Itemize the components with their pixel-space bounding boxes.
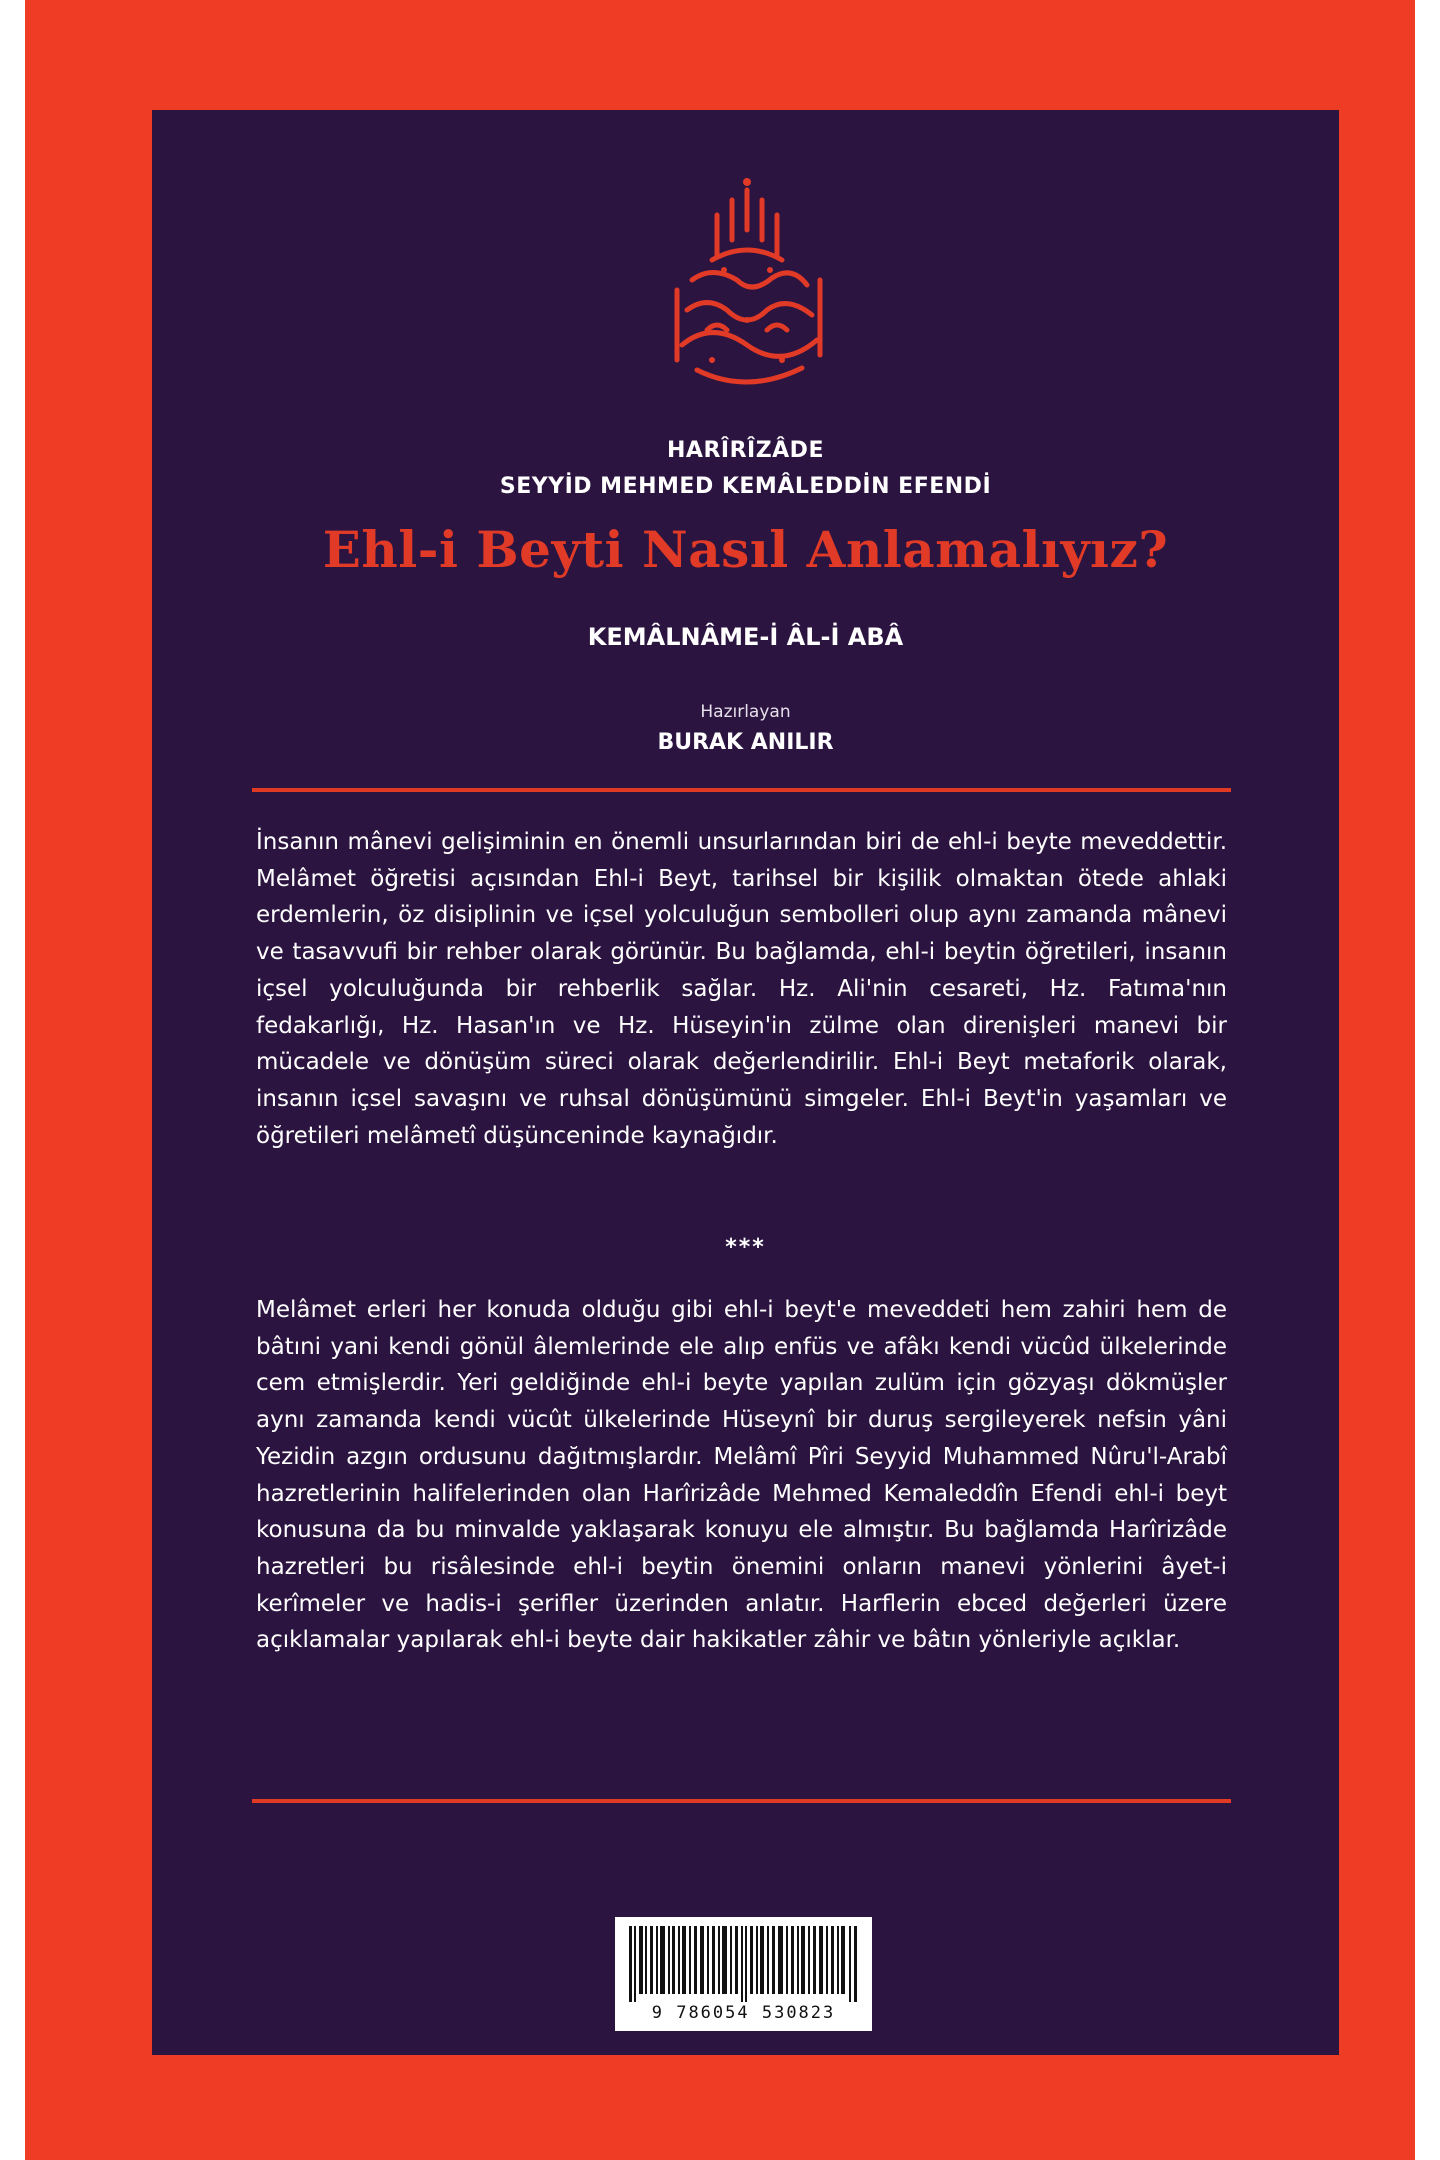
bottom-divider bbox=[252, 1799, 1231, 1803]
isbn-digits: 9 786054 530823 bbox=[651, 2003, 836, 2023]
author-prefix: HARÎRÎZÂDE bbox=[667, 438, 824, 463]
calligraphy-emblem-icon bbox=[652, 170, 842, 400]
book-title: Ehl-i Beyti Nasıl Anlamalıyız? bbox=[322, 520, 1169, 579]
isbn-barcode bbox=[615, 1917, 872, 2031]
book-back-cover bbox=[152, 110, 1339, 2055]
preparer-label: Hazırlayan bbox=[700, 702, 791, 722]
blurb-paragraph-1: İnsanın mânevi gelişiminin en önemli unsurlarından biri de ehl-i beyte meveddettir. Melâmet öğretisi açısından Ehl-i Beyt, tarihsel bir kişilik olmaktan ötede ahlaki erdemlerin, öz disiplinin ve içsel yolculuğun sembolleri olup aynı zamanda mânevi ve tasavvufi bir rehber olarak görünür. Bu bağlamda, ehl-i beytin öğretileri, insanın içsel yolculuğunda bir rehberlik sağlar. Hz. Ali'nin cesareti, Hz. Fatıma'nın fedakarlığı, Hz. Hasan'ın ve Hz. Hüseyin'in zülme olan direnişleri manevi bir mücadele ve dönüşüm süreci olarak değerlendirilir. Ehl-i Beyt metaforik olarak, insanın içsel savaşını ve ruhsal dönüşümünü simgeler. Ehl-i Beyt'in yaşamları ve öğretileri melâmetî düşünceninde kaynağıdır. bbox=[256, 829, 1227, 1149]
preparer-name: BURAK ANILIR bbox=[657, 730, 834, 755]
top-divider bbox=[252, 788, 1231, 792]
book-subtitle: KEMÂLNÂME-İ ÂL-İ ABÂ bbox=[587, 623, 904, 651]
blurb-paragraph-2: Melâmet erleri her konuda olduğu gibi ehl-i beyt'e meveddeti hem zahiri hem de bâtıni yani kendi gönül âlemlerinde ele alıp enfüs ve afâkı kendi vücûd ülkelerinde cem etmişlerdir. Yeri geldiğinde ehl-i beyte yapılan zulüm için gözyaşı dökmüşler aynı zamanda kendi vücût ülkelerinde Hüseynî bir duruş sergileyerek nefsin yâni Yezidin azgın ordusunu dağıtmışlardır. Melâmî Pîri Seyyid Muhammed Nûru'l-Arabî hazretlerinin halifelerinden olan Harîrizâde Mehmed Kemaleddîn Efendi ehl-i beyt konusuna da bu minvalde yaklaşarak konuyu ele almıştır. Bu bağlamda Harîrizâde hazretleri bu risâlesinde ehl-i beytin önemini onların manevi yönlerini âyet-i kerîmeler ve hadis-i şerifler üzerinden anlatır. Harflerin ebced değerleri üzere açıklamalar yapılarak ehl-i beyte dair hakikatler zâhir ve bâtın yönleriyle açıklar. bbox=[256, 1297, 1227, 1654]
author-name: SEYYİD MEHMED KEMÂLEDDİN EFENDİ bbox=[499, 474, 992, 499]
barcode-bars bbox=[629, 1926, 858, 2002]
section-separator: *** bbox=[725, 1235, 766, 1260]
cover-frame bbox=[25, 0, 1415, 2160]
